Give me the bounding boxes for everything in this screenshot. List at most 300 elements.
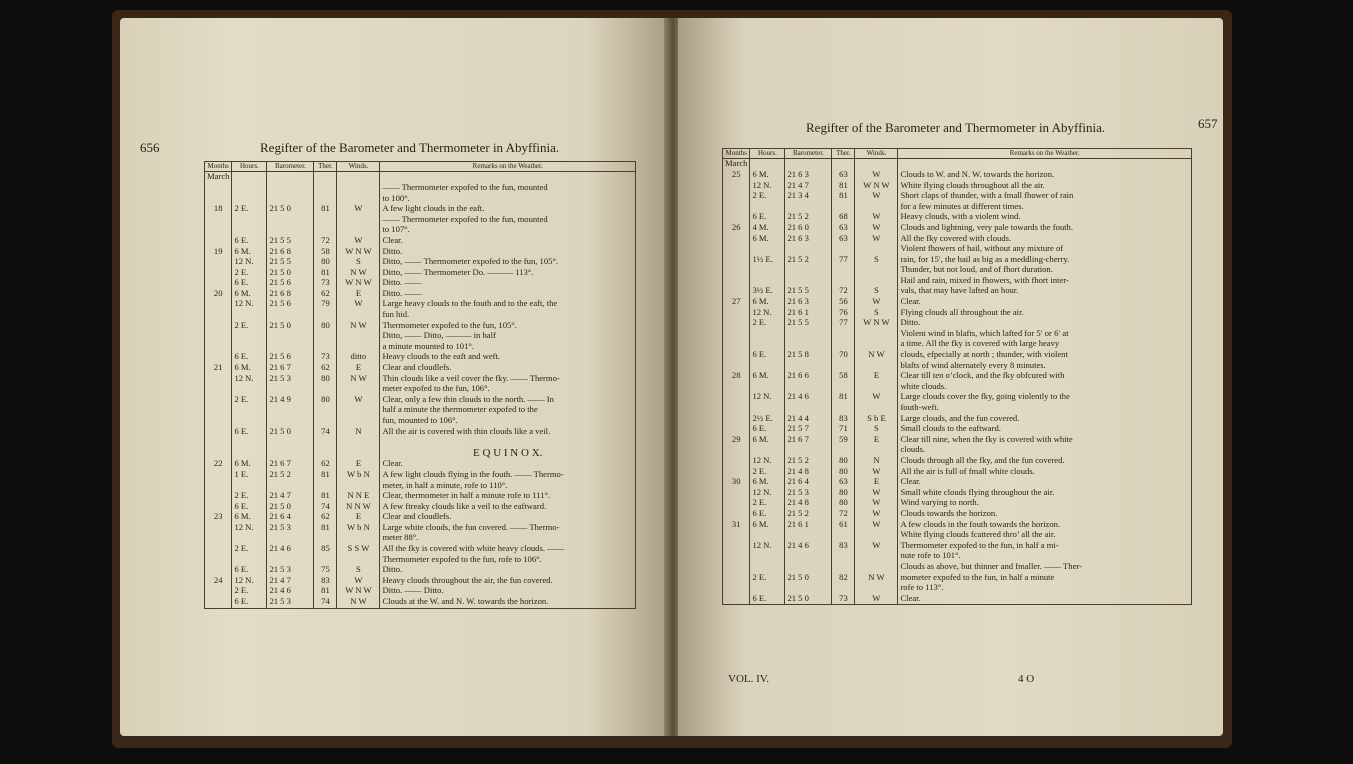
cell-month (205, 405, 232, 416)
cell-month: 23 (205, 512, 232, 523)
cell-ther: 81 (314, 491, 337, 502)
cell-hour: 6 E. (232, 278, 267, 289)
cell-baro: 21 5 6 (267, 299, 314, 310)
cell-baro: 21 4 6 (785, 541, 832, 552)
cell-ther (832, 265, 855, 276)
cell-baro (785, 265, 832, 276)
cell-month: 26 (723, 223, 750, 234)
cell-wind: W (337, 299, 380, 310)
cell-rem: Clouds to W. and N. W. towards the horizon. (898, 170, 1192, 181)
table-row (723, 403, 1192, 414)
cell-month (205, 225, 232, 236)
cell-wind (337, 215, 380, 226)
cell-month: March (723, 159, 750, 170)
open-book (112, 10, 1232, 748)
cell-wind: N W (337, 597, 380, 608)
cell-ther: 82 (832, 573, 855, 584)
cell-wind: N (855, 456, 898, 467)
table-row (205, 427, 636, 438)
cell-wind: N W (337, 321, 380, 332)
cell-month (723, 594, 750, 605)
cell-baro: 21 6 1 (785, 520, 832, 531)
cell-hour (750, 329, 785, 340)
cell-baro: 21 6 7 (785, 435, 832, 446)
left-page (120, 18, 668, 736)
cell-baro: 21 4 7 (267, 576, 314, 587)
cell-hour: 12 N. (232, 576, 267, 587)
cell-wind: W (855, 191, 898, 202)
cell-ther: 74 (314, 427, 337, 438)
cell-baro: 21 6 0 (785, 223, 832, 234)
cell-baro: 21 5 0 (785, 573, 832, 584)
cell-wind: W (855, 509, 898, 520)
cell-baro: 21 4 4 (785, 414, 832, 425)
cell-month (205, 533, 232, 544)
cell-rem: Thermometer expofed to the fun, in half a mi- (898, 541, 1192, 552)
cell-month (723, 445, 750, 456)
cell-baro: 21 5 2 (785, 212, 832, 223)
cell-ther: 77 (832, 255, 855, 266)
table-row (723, 509, 1192, 520)
cell-hour: 4 M. (750, 223, 785, 234)
cell-baro: 21 4 8 (785, 498, 832, 509)
cell-wind: E (855, 477, 898, 488)
cell-baro: 21 6 6 (785, 371, 832, 382)
cell-month (205, 310, 232, 321)
cell-month: 30 (723, 477, 750, 488)
cell-month (205, 342, 232, 353)
cell-rem: Thunder, but not loud, and of fhort duration. (898, 265, 1192, 276)
cell-wind: S b E (855, 414, 898, 425)
cell-ther: 72 (832, 286, 855, 297)
cell-wind: W (337, 395, 380, 406)
cell-month: 19 (205, 247, 232, 258)
cell-baro: 21 5 8 (785, 350, 832, 361)
cell-hour: 2 E. (232, 204, 267, 215)
cell-ther: 81 (314, 204, 337, 215)
cell-hour: 6 M. (232, 459, 267, 470)
cell-wind: W (855, 520, 898, 531)
column-header: Hours. (750, 149, 785, 159)
cell-rem: Wind varying to north. (898, 498, 1192, 509)
cell-month (723, 339, 750, 350)
cell-baro: 21 5 3 (785, 488, 832, 499)
cell-baro: 21 5 3 (267, 597, 314, 608)
cell-month (205, 416, 232, 427)
cell-baro: 21 3 4 (785, 191, 832, 202)
table-row (205, 437, 636, 448)
cell-baro: 21 5 0 (267, 204, 314, 215)
cell-wind: W N W (855, 318, 898, 329)
cell-rem: Ditto. —— (380, 278, 636, 289)
table-row (723, 435, 1192, 446)
cell-wind: W (855, 392, 898, 403)
cell-ther: 73 (314, 352, 337, 363)
column-header: Months (205, 162, 232, 172)
cell-rem: Clouds at the W. and N. W. towards the horizon. (380, 597, 636, 608)
cell-rem: Violent wind in blafts, which lafted for 5′ or 6′ at (898, 329, 1192, 340)
cell-baro (785, 562, 832, 573)
cell-wind (337, 437, 380, 448)
table-row (723, 371, 1192, 382)
cell-baro: 21 6 4 (785, 477, 832, 488)
cell-ther: 83 (832, 414, 855, 425)
cell-baro: 21 5 2 (785, 509, 832, 520)
cell-ther: 63 (832, 234, 855, 245)
cell-wind: W (855, 594, 898, 605)
cell-wind: E (337, 459, 380, 470)
cell-rem: Clear. (898, 477, 1192, 488)
cell-hour: 6 M. (232, 512, 267, 523)
cell-ther (314, 416, 337, 427)
cell-hour: 6 M. (232, 363, 267, 374)
cell-ther (314, 172, 337, 183)
cell-baro: 21 5 3 (267, 374, 314, 385)
cell-ther: 81 (314, 586, 337, 597)
cell-hour: 2 E. (232, 268, 267, 279)
cell-rem: Clear till nine, when the fky is covered with white (898, 435, 1192, 446)
cell-hour (232, 331, 267, 342)
cell-rem: to 107°. (380, 225, 636, 236)
cell-ther: 62 (314, 459, 337, 470)
cell-ther (832, 562, 855, 573)
table-row (205, 236, 636, 247)
cell-ther: 81 (832, 392, 855, 403)
cell-ther: 59 (832, 435, 855, 446)
cell-baro (785, 551, 832, 562)
cell-rem: fouth-weft. (898, 403, 1192, 414)
cell-rem: Large heavy clouds to the fouth and to the eaft, the (380, 299, 636, 310)
page-number: 656 (140, 140, 160, 155)
running-head: Regifter of the Barometer and Thermometer in Abyffinia. (260, 140, 560, 155)
weather-register-table (204, 161, 636, 609)
cell-wind: W (855, 170, 898, 181)
weather-register-table (722, 148, 1192, 605)
cell-rem: Large clouds cover the fky, going violently to the (898, 392, 1192, 403)
cell-month (205, 470, 232, 481)
cell-ther: 79 (314, 299, 337, 310)
cell-rem: All the fky is covered with white heavy clouds. —— (380, 544, 636, 555)
cell-ther: 74 (314, 502, 337, 513)
cell-month: March (205, 172, 232, 183)
cell-hour: 3½ E. (750, 286, 785, 297)
cell-hour (232, 416, 267, 427)
cell-month: 31 (723, 520, 750, 531)
cell-rem: a time. All the fky is covered with large heavy (898, 339, 1192, 350)
cell-rem: white clouds. (898, 382, 1192, 393)
cell-hour: 6 M. (750, 297, 785, 308)
cell-hour (750, 265, 785, 276)
cell-rem: A few ftreaky clouds like a veil to the eaftward. (380, 502, 636, 513)
volume-footer: VOL. IV. (728, 673, 770, 685)
cell-month (723, 403, 750, 414)
cell-wind: N (337, 427, 380, 438)
cell-ther: 81 (314, 268, 337, 279)
cell-hour: 6 E. (750, 424, 785, 435)
cell-baro: 21 5 0 (267, 427, 314, 438)
cell-rem: Clear till ten o’clock, and the fky obfcured with (898, 371, 1192, 382)
cell-rem: White flying clouds fcattered thro’ all the air. (898, 530, 1192, 541)
cell-rem: —— Thermometer expofed to the fun, mounted (380, 215, 636, 226)
cell-hour: 6 M. (232, 289, 267, 300)
cell-rem: for a few minutes at different times. (898, 202, 1192, 213)
signature-mark: 4 O (1018, 673, 1035, 685)
cell-month (723, 181, 750, 192)
cell-rem: Heavy clouds, with a violent wind. (898, 212, 1192, 223)
cell-month (205, 299, 232, 310)
cell-wind: N W (855, 573, 898, 584)
cell-rem: A few clouds in the fouth towards the horizon. (898, 520, 1192, 531)
cell-ther: 81 (314, 470, 337, 481)
cell-ther: 62 (314, 289, 337, 300)
cell-baro (267, 183, 314, 194)
column-header: Remarks on the Weather. (898, 149, 1192, 159)
cell-ther: 68 (832, 212, 855, 223)
cell-hour: 2 E. (750, 467, 785, 478)
cell-rem: blafts of wind alternately every 8 minutes. (898, 361, 1192, 372)
cell-hour: 6 M. (232, 247, 267, 258)
cell-baro (267, 331, 314, 342)
cell-month: 20 (205, 289, 232, 300)
cell-month (723, 308, 750, 319)
cell-hour: 6 E. (750, 509, 785, 520)
cell-month (723, 456, 750, 467)
cell-ther: 81 (832, 191, 855, 202)
cell-rem: fun, mounted to 106°. (380, 416, 636, 427)
cell-hour: 12 N. (750, 308, 785, 319)
cell-wind: S (855, 424, 898, 435)
cell-rem: meter expofed to the fun, 106°. (380, 384, 636, 395)
cell-wind: N W (337, 268, 380, 279)
cell-month: 29 (723, 435, 750, 446)
cell-rem: E Q U I N O X. (380, 448, 636, 460)
cell-rem: Clear, only a few thin clouds to the north. —— In (380, 395, 636, 406)
cell-ther: 61 (832, 520, 855, 531)
cell-baro (267, 405, 314, 416)
cell-wind (337, 172, 380, 183)
cell-rem: Violent fhowers of hail, without any mixture of (898, 244, 1192, 255)
cell-wind: E (855, 435, 898, 446)
cell-wind: W N W (337, 278, 380, 289)
table-row (205, 183, 636, 194)
cell-baro: 21 5 5 (785, 318, 832, 329)
cell-baro: 21 5 2 (785, 255, 832, 266)
cell-hour (750, 562, 785, 573)
cell-month (205, 321, 232, 332)
cell-hour (232, 437, 267, 448)
cell-month (723, 276, 750, 287)
cell-ther: 58 (832, 371, 855, 382)
cell-hour: 2 E. (232, 321, 267, 332)
cell-hour: 6 E. (232, 597, 267, 608)
cell-wind: W (337, 576, 380, 587)
cell-rem: Clear. (898, 594, 1192, 605)
cell-rem: Thermometer expofed to the fun, 105°. (380, 321, 636, 332)
cell-baro: 21 6 7 (267, 363, 314, 374)
cell-ther: 73 (832, 594, 855, 605)
cell-wind: W N W (337, 586, 380, 597)
cell-month (205, 257, 232, 268)
cell-wind: W (855, 488, 898, 499)
cell-hour: 1 E. (232, 470, 267, 481)
cell-hour (750, 403, 785, 414)
cell-hour (232, 405, 267, 416)
cell-month: 28 (723, 371, 750, 382)
cell-ther: 80 (832, 498, 855, 509)
cell-wind: W N W (337, 247, 380, 258)
cell-wind: S (855, 308, 898, 319)
cell-hour: 6 E. (750, 212, 785, 223)
column-header: Winds. (337, 162, 380, 172)
cell-ther (314, 405, 337, 416)
table-row (205, 416, 636, 427)
cell-hour: 2 E. (750, 191, 785, 202)
cell-hour: 1½ E. (750, 255, 785, 266)
cell-rem: All the air is full of fmall white clouds. (898, 467, 1192, 478)
cell-hour: 2 E. (232, 586, 267, 597)
column-header: Months (723, 149, 750, 159)
cell-rem: clouds, efpecially at north ; thunder, with violent (898, 350, 1192, 361)
cell-month (723, 265, 750, 276)
cell-ther: 72 (314, 236, 337, 247)
cell-wind: W (337, 204, 380, 215)
cell-hour (232, 215, 267, 226)
cell-hour (750, 551, 785, 562)
cell-baro: 21 6 7 (267, 459, 314, 470)
right-page (678, 18, 1223, 736)
cell-rem: Clear, thermometer in half a minute rofe to 111°. (380, 491, 636, 502)
cell-wind: W b N (337, 523, 380, 534)
cell-rem: half a minute the thermometer expofed to the (380, 405, 636, 416)
cell-ther: 58 (314, 247, 337, 258)
cell-rem: Small clouds to the eaftward. (898, 424, 1192, 435)
table-row (723, 392, 1192, 403)
cell-rem: Clear and cloudlefs. (380, 363, 636, 374)
table-row (205, 470, 636, 481)
cell-baro: 21 6 8 (267, 247, 314, 258)
cell-month (723, 583, 750, 594)
cell-baro (267, 416, 314, 427)
cell-hour: 2 E. (750, 318, 785, 329)
cell-ther: 63 (832, 170, 855, 181)
cell-baro (267, 215, 314, 226)
cell-wind: S S W (337, 544, 380, 555)
cell-month (723, 255, 750, 266)
cell-baro: 21 6 3 (785, 234, 832, 245)
cell-baro: 21 5 7 (785, 424, 832, 435)
cell-ther: 80 (314, 321, 337, 332)
cell-month (723, 488, 750, 499)
cell-baro: 21 4 9 (267, 395, 314, 406)
cell-wind: W b N (337, 470, 380, 481)
cell-wind (855, 265, 898, 276)
cell-month (205, 437, 232, 448)
cell-baro: 21 4 6 (267, 586, 314, 597)
cell-ther: 62 (314, 512, 337, 523)
cell-hour: 6 M. (750, 371, 785, 382)
cell-month (205, 215, 232, 226)
cell-rem: Clear. (380, 459, 636, 470)
cell-hour: 12 N. (232, 374, 267, 385)
cell-rem: Heavy clouds to the eaft and weft. (380, 352, 636, 363)
cell-hour: 12 N. (750, 488, 785, 499)
cell-hour: 2 E. (750, 498, 785, 509)
cell-baro: 21 5 0 (267, 321, 314, 332)
cell-wind: S (855, 255, 898, 266)
column-header: Barometer. (785, 149, 832, 159)
cell-rem: fun hid. (380, 310, 636, 321)
cell-hour: 2 E. (232, 544, 267, 555)
cell-ther (314, 331, 337, 342)
cell-baro: 21 5 5 (785, 286, 832, 297)
column-header: Barometer. (267, 162, 314, 172)
cell-wind: E (337, 512, 380, 523)
cell-month (205, 236, 232, 247)
cell-month (723, 509, 750, 520)
cell-baro: 21 5 3 (267, 565, 314, 576)
cell-baro: 21 6 3 (785, 170, 832, 181)
cell-hour: 12 N. (750, 392, 785, 403)
cell-baro (267, 172, 314, 183)
column-header: Ther. (314, 162, 337, 172)
cell-ther: 80 (314, 374, 337, 385)
cell-rem: nute rofe to 101°. (898, 551, 1192, 562)
cell-baro: 21 4 6 (785, 392, 832, 403)
cell-month: 27 (723, 297, 750, 308)
cell-rem: Ditto. —— Ditto. (380, 586, 636, 597)
cell-rem: Short claps of thunder, with a fmall fhower of rain (898, 191, 1192, 202)
cell-rem: meter 88°. (380, 533, 636, 544)
cell-hour: 12 N. (232, 299, 267, 310)
cell-wind (855, 403, 898, 414)
cell-wind: N N E (337, 491, 380, 502)
cell-month (723, 318, 750, 329)
cell-wind: S (855, 286, 898, 297)
cell-month (723, 530, 750, 541)
table-row (205, 597, 636, 608)
cell-ther (832, 551, 855, 562)
cell-baro: 21 5 6 (267, 278, 314, 289)
cell-month (723, 414, 750, 425)
cell-hour: 12 N. (750, 181, 785, 192)
cell-month (205, 544, 232, 555)
cell-wind: S (337, 257, 380, 268)
cell-hour: 6 E. (232, 502, 267, 513)
cell-month (205, 481, 232, 492)
cell-hour: 6 E. (232, 427, 267, 438)
cell-month (205, 331, 232, 342)
cell-wind: W (855, 297, 898, 308)
cell-hour: 6 E. (232, 236, 267, 247)
cell-ther: 80 (832, 488, 855, 499)
cell-rem: clouds. (898, 445, 1192, 456)
cell-wind: W (855, 541, 898, 552)
cell-month (723, 202, 750, 213)
cell-rem: All the fky covered with clouds. (898, 234, 1192, 245)
cell-baro (785, 403, 832, 414)
cell-wind: W (855, 467, 898, 478)
cell-hour: 2 E. (750, 573, 785, 584)
cell-hour: 6 E. (232, 352, 267, 363)
cell-baro: 21 5 5 (267, 236, 314, 247)
cell-month (205, 268, 232, 279)
cell-hour: 12 N. (750, 541, 785, 552)
cell-rem: a minute mounted to 101°. (380, 342, 636, 353)
cell-wind: E (337, 363, 380, 374)
cell-wind: ditto (337, 352, 380, 363)
cell-baro: 21 6 3 (785, 297, 832, 308)
column-header: Ther. (832, 149, 855, 159)
